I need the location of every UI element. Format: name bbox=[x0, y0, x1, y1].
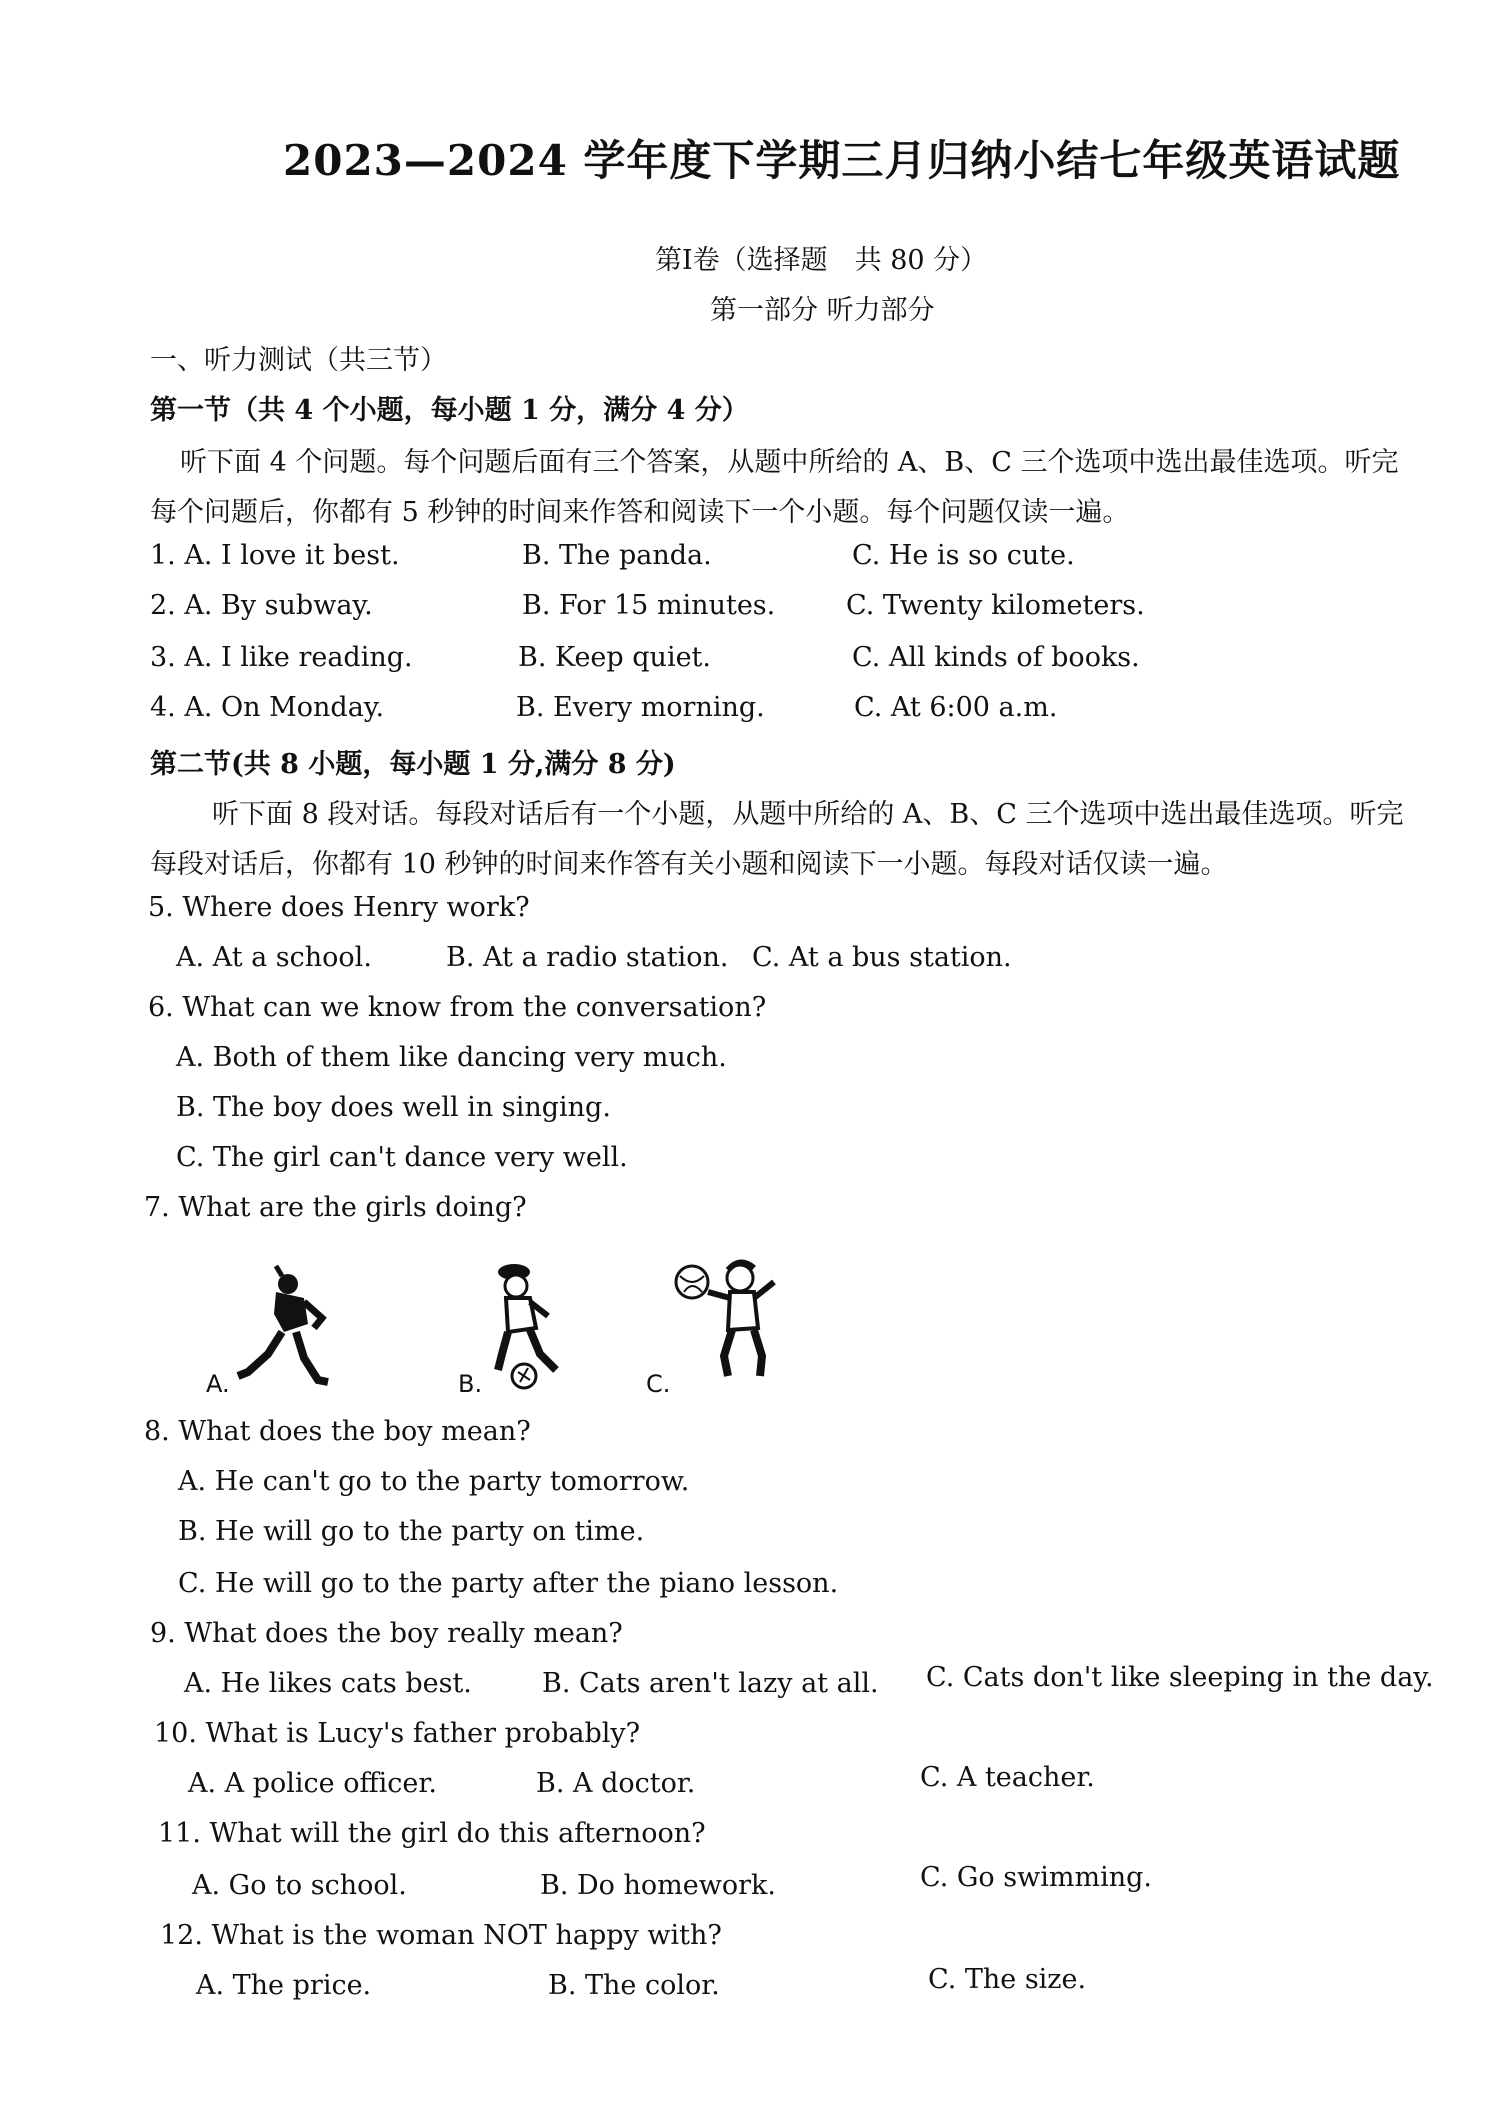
volleyball-player-icon bbox=[670, 1252, 790, 1387]
q1-option-b: B. The panda. bbox=[522, 540, 712, 571]
q4-option-a: 4. A. On Monday. bbox=[150, 692, 385, 723]
baseball-player-icon bbox=[226, 1262, 336, 1392]
section1-instruction-1: 听下面 4 个问题。每个问题后面有三个答案，从题中所给的 A、B、C 三个选项中选出最佳选项。听完 bbox=[180, 447, 1399, 478]
q7-option-c-label: C. bbox=[646, 1370, 671, 1398]
part-title: 第一部分 听力部分 bbox=[710, 295, 935, 326]
section2-heading: 第二节(共 8 小题，每小题 1 分,满分 8 分) bbox=[150, 749, 676, 780]
q10-option-a: A. A police officer. bbox=[188, 1768, 437, 1799]
section-main-heading: 一、听力测试（共三节） bbox=[150, 345, 447, 376]
section2-instruction-1: 听下面 8 段对话。每段对话后有一个小题，从题中所给的 A、B、C 三个选项中选出最佳选项。听完 bbox=[212, 799, 1404, 830]
page-title: 2023—2024 学年度下学期三月归纳小结七年级英语试题 bbox=[283, 136, 1401, 185]
section2-instruction-2: 每段对话后，你都有 10 秒钟的时间来作答有关小题和阅读下一小题。每段对话仅读一遍。 bbox=[150, 849, 1228, 880]
q3-option-c: C. All kinds of books. bbox=[852, 642, 1140, 673]
q3-option-b: B. Keep quiet. bbox=[518, 642, 711, 673]
q6-option-b: B. The boy does well in singing. bbox=[176, 1092, 611, 1123]
q4-option-b: B. Every morning. bbox=[516, 692, 765, 723]
q5-option-a: A. At a school. bbox=[176, 942, 372, 973]
q12-option-a: A. The price. bbox=[196, 1970, 372, 2001]
q6-option-c: C. The girl can't dance very well. bbox=[176, 1142, 628, 1173]
q12-question: 12. What is the woman NOT happy with? bbox=[160, 1920, 722, 1951]
q11-option-b: B. Do homework. bbox=[540, 1870, 776, 1901]
soccer-player-icon bbox=[480, 1262, 590, 1392]
section1-heading: 第一节（共 4 个小题，每小题 1 分，满分 4 分） bbox=[150, 395, 749, 426]
q9-option-c: C. Cats don't like sleeping in the day. bbox=[926, 1662, 1434, 1693]
q8-question: 8. What does the boy mean? bbox=[144, 1416, 531, 1447]
q7-option-a-label: A. bbox=[206, 1370, 230, 1398]
q6-question: 6. What can we know from the conversation? bbox=[148, 992, 767, 1023]
q6-option-a: A. Both of them like dancing very much. bbox=[176, 1042, 727, 1073]
q1-option-c: C. He is so cute. bbox=[852, 540, 1075, 571]
q12-option-b: B. The color. bbox=[548, 1970, 720, 2001]
q2-option-c: C. Twenty kilometers. bbox=[846, 590, 1145, 621]
q10-option-b: B. A doctor. bbox=[536, 1768, 696, 1799]
q7-question: 7. What are the girls doing? bbox=[144, 1192, 527, 1223]
volume-title: 第Ⅰ卷（选择题 共 80 分） bbox=[655, 245, 988, 276]
q2-option-a: 2. A. By subway. bbox=[150, 590, 373, 621]
q8-option-c: C. He will go to the party after the piano lesson. bbox=[178, 1568, 839, 1599]
q9-option-a: A. He likes cats best. bbox=[184, 1668, 472, 1699]
q5-option-b: B. At a radio station. bbox=[446, 942, 729, 973]
q10-option-c: C. A teacher. bbox=[920, 1762, 1095, 1793]
q1-option-a: 1. A. I love it best. bbox=[150, 540, 400, 571]
q5-option-c: C. At a bus station. bbox=[752, 942, 1012, 973]
q8-option-b: B. He will go to the party on time. bbox=[178, 1516, 645, 1547]
q8-option-a: A. He can't go to the party tomorrow. bbox=[178, 1466, 690, 1497]
q9-question: 9. What does the boy really mean? bbox=[150, 1618, 623, 1649]
q11-question: 11. What will the girl do this afternoon? bbox=[158, 1818, 706, 1849]
q9-option-b: B. Cats aren't lazy at all. bbox=[542, 1668, 879, 1699]
section1-instruction-2: 每个问题后，你都有 5 秒钟的时间来作答和阅读下一个小题。每个问题仅读一遍。 bbox=[150, 497, 1130, 528]
q4-option-c: C. At 6:00 a.m. bbox=[854, 692, 1058, 723]
q5-question: 5. Where does Henry work? bbox=[148, 892, 530, 923]
q2-option-b: B. For 15 minutes. bbox=[522, 590, 776, 621]
q11-option-a: A. Go to school. bbox=[192, 1870, 407, 1901]
q12-option-c: C. The size. bbox=[928, 1964, 1087, 1995]
q10-question: 10. What is Lucy's father probably? bbox=[154, 1718, 641, 1749]
q3-option-a: 3. A. I like reading. bbox=[150, 642, 413, 673]
q11-option-c: C. Go swimming. bbox=[920, 1862, 1152, 1893]
q7-option-b-label: B. bbox=[458, 1370, 483, 1398]
